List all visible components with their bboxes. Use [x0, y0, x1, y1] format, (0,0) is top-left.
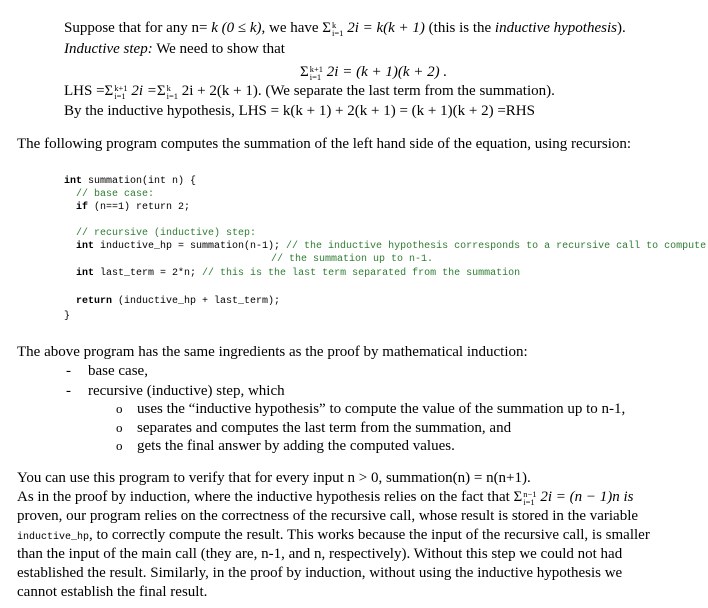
code-line-3 — [76, 201, 190, 214]
circle-bullet-2: o — [116, 420, 123, 435]
code-keyword: if — [76, 202, 89, 213]
code-line-5 — [76, 240, 706, 253]
ingredient-recursive-step: recursive (inductive) step, which — [88, 383, 285, 399]
sum-symbol: Σ k i=1 — [322, 19, 344, 38]
sub-item-1: uses the “inductive hypothesis” to compute the value of the summation up to n-1, — [137, 401, 626, 417]
code-comment: // this is the last term separated from the summation — [202, 268, 521, 279]
code-comment: // the inductive hypothesis corresponds to a recursive call to compute — [286, 241, 707, 252]
hypothesis-pre: Suppose that for any n= — [64, 20, 212, 36]
sum-upper: k+1 — [114, 82, 128, 93]
program-intro: The following program computes the summation of the left hand side of the equation, using recursion: — [17, 136, 632, 152]
code-keyword: return — [76, 296, 113, 307]
sub-item-2: separates and computes the last term from the summation, and — [137, 420, 512, 436]
code-line-9: } — [64, 311, 71, 322]
goal-body: 2i = (k + 1)(k + 2) . — [326, 64, 448, 80]
hypothesis-post: (this is the — [424, 20, 495, 36]
dash-bullet-2: - — [66, 383, 71, 399]
lhs-mid2: 2i + 2(k + 1). (We separate the last term from the summation). — [181, 83, 555, 99]
by-hypothesis-line: By the inductive hypothesis, LHS = k(k + 1) + 2(k + 1) = (k + 1)(k + 2) =RHS — [64, 103, 535, 119]
sum-upper: k+1 — [309, 63, 324, 74]
code-text: summation(int n) { — [82, 176, 197, 187]
ingredients-intro: The above program has the same ingredients as the proof by mathematical induction: — [17, 344, 528, 360]
final-p1: You can use this program to verify that for every input n > 0, summation(n) = n(n+1). — [17, 470, 531, 486]
code-line-7 — [76, 267, 520, 280]
sum-symbol: Σ k+1 i=1 — [300, 63, 324, 82]
code-keyword: int — [64, 176, 83, 187]
hypothesis-k-range: k (0 ≤ k) — [211, 20, 262, 36]
lhs-mid1: 2i = — [131, 83, 157, 99]
code-text: last_term = 2*n; — [94, 268, 203, 279]
code-text: (inductive_hp + last_term); — [112, 296, 281, 307]
final-p2 — [17, 488, 634, 506]
sum-upper: k — [332, 19, 337, 30]
sum-upper: n−1 — [523, 488, 537, 499]
inductive-step-line — [64, 40, 285, 58]
circle-bullet-1: o — [116, 401, 123, 416]
lhs-line — [64, 82, 555, 100]
final-p5: than the input of the main call (they are, n-1, and n, respectively). Without this step we could not had — [17, 546, 623, 562]
circle-bullet-3: o — [116, 438, 123, 453]
inductive-step-text: We need to show that — [152, 41, 285, 57]
hypothesis-line — [64, 19, 626, 37]
sum-lower: i=1 — [309, 71, 322, 82]
final-p3: proven, our program relies on the correctness of the recursive call, whose result is stored in the variable — [17, 508, 639, 524]
final-p4-text: , to correctly compute the result. This works because the input of the recursive call, is smaller — [89, 527, 650, 543]
code-keyword: int — [76, 268, 95, 279]
code-line-8 — [76, 295, 280, 308]
final-p7: cannot establish the final result. — [17, 584, 208, 600]
code-text: inductive_hp = summation(n-1); — [94, 241, 287, 252]
sum-lower: i=1 — [114, 90, 126, 101]
final-p2-pre: As in the proof by induction, where the inductive hypothesis relies on the fact that — [17, 489, 514, 505]
code-line-6: // the summation up to n-1. — [271, 254, 434, 265]
hypothesis-emph: inductive hypothesis — [494, 20, 617, 36]
code-keyword: int — [76, 241, 95, 252]
sum-lower: i=1 — [523, 496, 535, 507]
final-p6: established the result. Similarly, in the proof by induction, without using the inductive hypothesis we — [17, 565, 623, 581]
sum-upper: k — [166, 82, 171, 93]
sum-symbol: Σ k+1 i=1 — [104, 82, 128, 101]
inline-code: inductive_hp — [17, 532, 90, 543]
hypothesis-end: ). — [616, 20, 626, 36]
sum-symbol: Σ k i=1 — [156, 82, 179, 101]
final-p4 — [17, 526, 650, 544]
ingredient-base-case: base case, — [88, 363, 148, 379]
sum-symbol: Σ n−1 i=1 — [513, 488, 537, 507]
hypothesis-mid: , we have — [261, 20, 323, 36]
dash-bullet-1: - — [66, 363, 71, 379]
goal-formula — [300, 63, 447, 81]
sub-item-3: gets the final answer by adding the computed values. — [137, 438, 455, 454]
code-line-2: // base case: — [76, 189, 155, 200]
sum-lower: i=1 — [332, 27, 344, 38]
final-p2-formula: 2i = (n − 1)n is — [540, 489, 634, 505]
hypothesis-formula: 2i = k(k + 1) — [347, 20, 425, 36]
code-text: (n==1) return 2; — [88, 202, 191, 213]
sum-lower: i=1 — [166, 90, 179, 101]
inductive-step-label: Inductive step: — [64, 41, 153, 57]
lhs-pre: LHS = — [64, 83, 105, 99]
code-line-4: // recursive (inductive) step: — [76, 228, 257, 239]
code-line-1 — [64, 175, 196, 188]
